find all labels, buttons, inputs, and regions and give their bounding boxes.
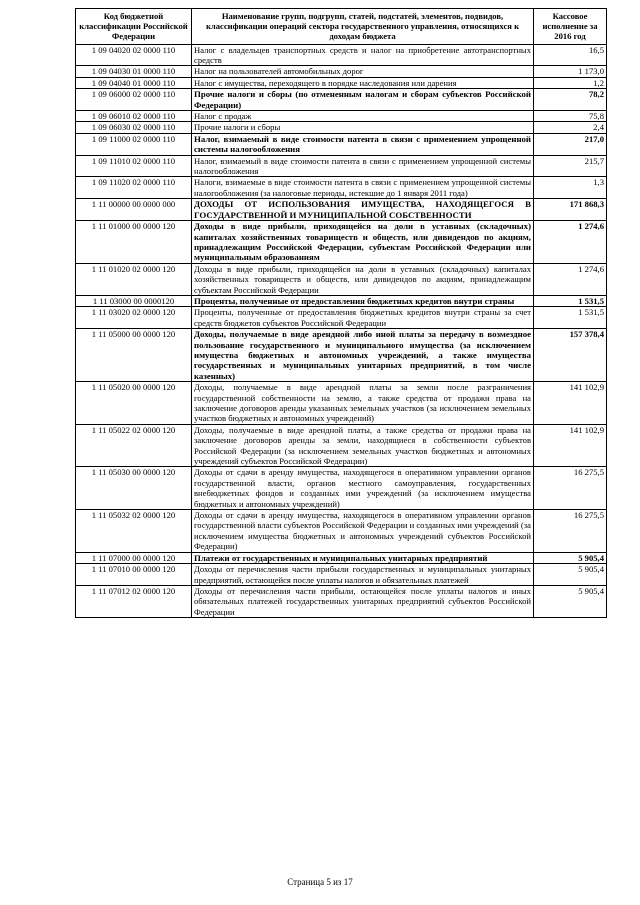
row-code: 1 11 07012 02 0000 120 bbox=[76, 585, 192, 617]
row-amount: 5 905,4 bbox=[534, 564, 607, 586]
row-name: Доходы от перечисления части прибыли государственных и муниципальных унитарных предприятий, остающейся после уплаты налогов и обязательных платежей bbox=[192, 564, 534, 586]
row-name: Доходы в виде прибыли, приходящейся на доли в уставных (складочных) капиталах хозяйственных товариществ и обществ, или дивидендов по акциям, принадлежащим Российской Федерации, субъектам Российской Федерации или муниципальным образованиям bbox=[192, 221, 534, 264]
row-name: Доходы, получаемые в виде арендной платы, а также средства от продажи права на заключение договоров аренды за земли, находящиеся в собственности субъектов Российской Федерации (за исключением земельных участков бюджетных и автономных учреждений субъектов Российской Федерации) bbox=[192, 424, 534, 467]
row-name: Прочие налоги и сборы bbox=[192, 122, 534, 133]
table-row bbox=[76, 44, 607, 66]
row-code: 1 11 05020 00 0000 120 bbox=[76, 382, 192, 425]
row-code: 1 11 01000 00 0000 120 bbox=[76, 221, 192, 264]
table-row bbox=[76, 307, 607, 329]
row-code: 1 11 03000 00 0000120 bbox=[76, 295, 192, 306]
row-name: Доходы от сдачи в аренду имущества, находящегося в оперативном управлении органов государственной власти субъектов Российской Федерации и созданных ими учреждений (за исключением имущества бюджетных и автономных учреждений субъектов Российской Федерации) bbox=[192, 510, 534, 553]
row-amount: 171 868,3 bbox=[534, 199, 607, 221]
table-row bbox=[76, 111, 607, 122]
row-name: ДОХОДЫ ОТ ИСПОЛЬЗОВАНИЯ ИМУЩЕСТВА, НАХОДЯЩЕГОСЯ В ГОСУДАРСТВЕННОЙ И МУНИЦИПАЛЬНОЙ СОБСТВЕННОСТИ bbox=[192, 199, 534, 221]
table-row bbox=[76, 329, 607, 382]
row-code: 1 11 01020 02 0000 120 bbox=[76, 263, 192, 295]
row-code: 1 11 05022 02 0000 120 bbox=[76, 424, 192, 467]
row-code: 1 09 04030 01 0000 110 bbox=[76, 66, 192, 77]
row-code: 1 11 05000 00 0000 120 bbox=[76, 329, 192, 382]
table-row bbox=[76, 552, 607, 563]
table-row bbox=[76, 133, 607, 155]
table-row bbox=[76, 295, 607, 306]
row-amount: 5 905,4 bbox=[534, 585, 607, 617]
row-amount: 78,2 bbox=[534, 89, 607, 111]
row-name: Проценты, полученные от предоставления бюджетных кредитов внутри страны за счет средств бюджетов субъектов Российской Федерации bbox=[192, 307, 534, 329]
row-amount: 1 531,5 bbox=[534, 307, 607, 329]
row-code: 1 09 06010 02 0000 110 bbox=[76, 111, 192, 122]
table-row bbox=[76, 122, 607, 133]
row-amount: 215,7 bbox=[534, 155, 607, 177]
table-row bbox=[76, 221, 607, 264]
row-code: 1 09 06030 02 0000 110 bbox=[76, 122, 192, 133]
table-row bbox=[76, 177, 607, 199]
row-amount: 1,3 bbox=[534, 177, 607, 199]
row-amount: 16 275,5 bbox=[534, 510, 607, 553]
row-code: 1 09 11000 02 0000 110 bbox=[76, 133, 192, 155]
row-amount: 1,2 bbox=[534, 77, 607, 88]
row-code: 1 11 05032 02 0000 120 bbox=[76, 510, 192, 553]
row-amount: 1 531,5 bbox=[534, 295, 607, 306]
row-name: Платежи от государственных и муниципальных унитарных предприятий bbox=[192, 552, 534, 563]
table-row bbox=[76, 510, 607, 553]
row-code: 1 09 04020 02 0000 110 bbox=[76, 44, 192, 66]
budget-income-table bbox=[75, 8, 607, 618]
row-code: 1 11 07000 00 0000 120 bbox=[76, 552, 192, 563]
row-amount: 217,0 bbox=[534, 133, 607, 155]
table-row bbox=[76, 585, 607, 617]
row-amount: 5 905,4 bbox=[534, 552, 607, 563]
row-amount: 141 102,9 bbox=[534, 382, 607, 425]
row-name: Налог, взимаемый в виде стоимости патента в связи с применением упрощенной системы налогообложения bbox=[192, 133, 534, 155]
row-code: 1 09 06000 02 0000 110 bbox=[76, 89, 192, 111]
row-amount: 16 275,5 bbox=[534, 467, 607, 510]
row-amount: 16,5 bbox=[534, 44, 607, 66]
row-amount: 1 173,0 bbox=[534, 66, 607, 77]
row-name: Доходы, получаемые в виде арендной платы за земли после разграничения государственной собственности на землю, а также средства от продажи права на заключение договоров аренды указанных земельных участков (за исключением земельных участков бюджетных и автономных учреждений) bbox=[192, 382, 534, 425]
row-code: 1 09 11010 02 0000 110 bbox=[76, 155, 192, 177]
table-row bbox=[76, 89, 607, 111]
table-row bbox=[76, 199, 607, 221]
row-name: Доходы от сдачи в аренду имущества, находящегося в оперативном управлении органов государственной власти, органов местного самоуправления, государственных внебюджетных фондов и созданных ими учреждений (за исключением имущества бюджетных и автономных учреждений) bbox=[192, 467, 534, 510]
row-amount: 1 274,6 bbox=[534, 221, 607, 264]
row-name: Прочие налоги и сборы (по отмененным налогам и сборам субъектов Российской Федерации) bbox=[192, 89, 534, 111]
row-amount: 141 102,9 bbox=[534, 424, 607, 467]
table-row bbox=[76, 66, 607, 77]
table-row bbox=[76, 77, 607, 88]
row-name: Налоги, взимаемые в виде стоимости патента в связи с применением упрощенной системы налогообложения (за налоговые периоды, истекшие до 1 января 2011 года) bbox=[192, 177, 534, 199]
row-code: 1 11 05030 00 0000 120 bbox=[76, 467, 192, 510]
table-row bbox=[76, 467, 607, 510]
header-name: Наименование групп, подгрупп, статей, подстатей, элементов, подвидов, классификации операций сектора государственного управления, относящихся к доходам бюджета bbox=[192, 9, 534, 45]
table-row bbox=[76, 424, 607, 467]
row-name: Налог с имущества, переходящего в порядке наследования или дарения bbox=[192, 77, 534, 88]
header-amount: Кассовое исполнение за 2016 год bbox=[534, 9, 607, 45]
row-code: 1 11 07010 00 0000 120 bbox=[76, 564, 192, 586]
row-amount: 75,8 bbox=[534, 111, 607, 122]
row-name: Налог с владельцев транспортных средств и налог на приобретение автотранспортных средств bbox=[192, 44, 534, 66]
row-amount: 2,4 bbox=[534, 122, 607, 133]
row-code: 1 09 11020 02 0000 110 bbox=[76, 177, 192, 199]
table-header-row bbox=[76, 9, 607, 45]
row-name: Доходы, получаемые в виде арендной либо иной платы за передачу в возмездное пользование государственного и муниципального имущества (за исключением имущества бюджетных и автономных учреждений, а также имущества государственных и муниципальных унитарных предприятий, в том числе казенных) bbox=[192, 329, 534, 382]
row-name: Налог на пользователей автомобильных дорог bbox=[192, 66, 534, 77]
header-code: Код бюджетной классификации Российской Федерации bbox=[76, 9, 192, 45]
row-name: Проценты, полученные от предоставления бюджетных кредитов внутри страны bbox=[192, 295, 534, 306]
row-code: 1 09 04040 01 0000 110 bbox=[76, 77, 192, 88]
row-name: Доходы в виде прибыли, приходящейся на доли в уставных (складочных) капиталах хозяйственных товариществ и обществ, или дивидендов по акциям, принадлежащим субъектам Российской Федерации bbox=[192, 263, 534, 295]
table-row bbox=[76, 155, 607, 177]
row-code: 1 11 00000 00 0000 000 bbox=[76, 199, 192, 221]
row-amount: 1 274,6 bbox=[534, 263, 607, 295]
row-amount: 157 378,4 bbox=[534, 329, 607, 382]
table-row bbox=[76, 564, 607, 586]
row-code: 1 11 03020 02 0000 120 bbox=[76, 307, 192, 329]
page-number: Страница 5 из 17 bbox=[287, 877, 353, 887]
row-name: Налог, взимаемый в виде стоимости патента в связи с применением упрощенной системы налогообложения bbox=[192, 155, 534, 177]
row-name: Налог с продаж bbox=[192, 111, 534, 122]
table-row bbox=[76, 382, 607, 425]
row-name: Доходы от перечисления части прибыли, остающейся после уплаты налогов и иных обязательных платежей государственных унитарных предприятий субъектов Российской Федерации bbox=[192, 585, 534, 617]
table-row bbox=[76, 263, 607, 295]
